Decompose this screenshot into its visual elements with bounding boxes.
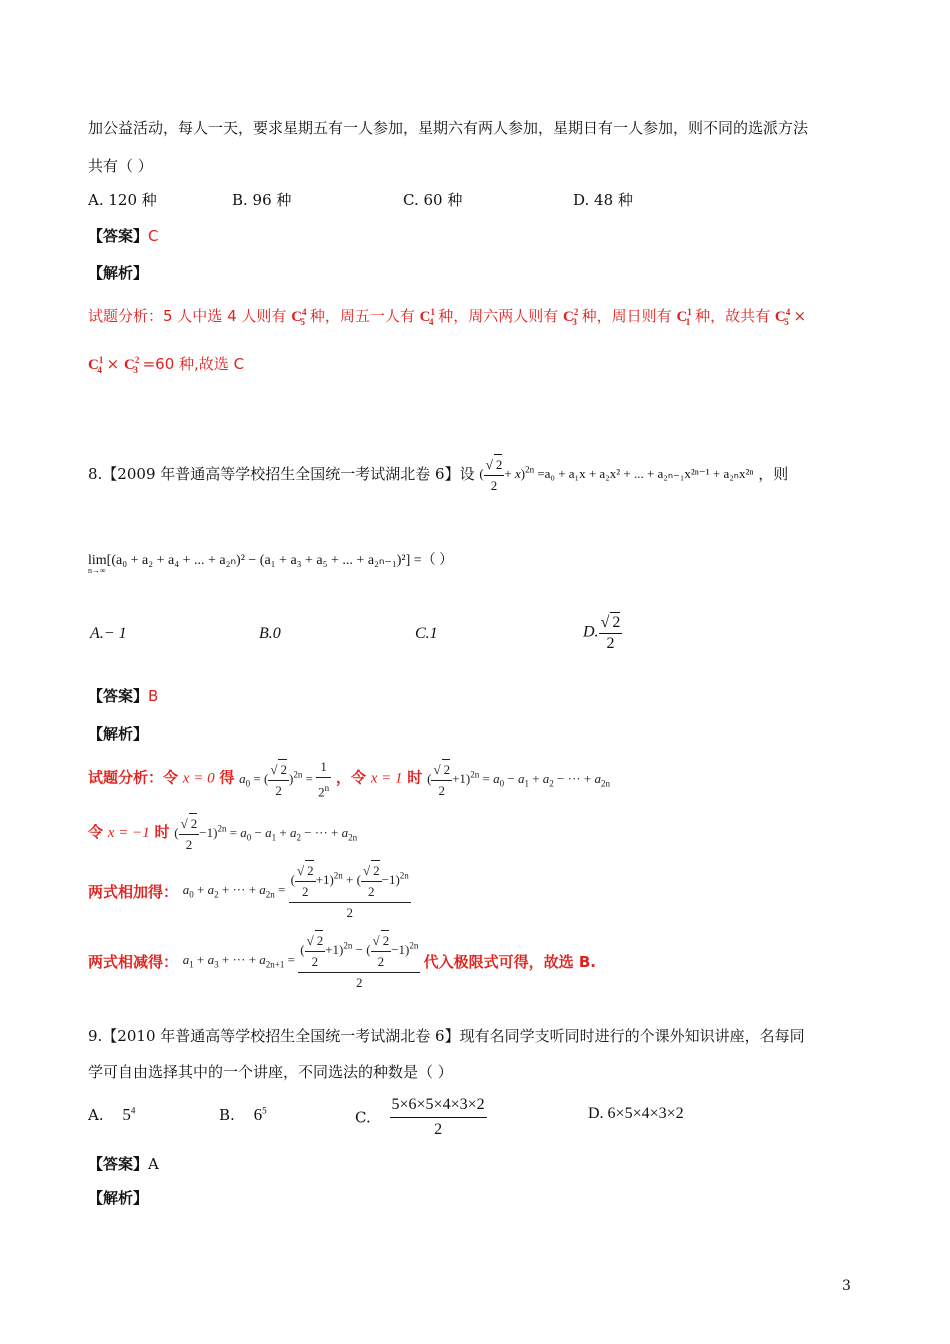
q8-limit-expression <box>88 549 453 575</box>
q9-option-b <box>219 1105 267 1125</box>
q8-s2-c: 时 <box>154 822 170 841</box>
q9-option-b-label: B. <box>219 1106 235 1124</box>
q9-option-c-num: 5×6×5×4×3×2 <box>390 1093 487 1118</box>
q7-stem-line1: 加公益活动，每人一天，要求星期五有一人参加，星期六有两人参加，星期日有一人参加，则不同的选派方法 <box>88 119 809 137</box>
q8-analysis-label: 【解析】 <box>88 725 149 743</box>
q8-option-d-frac: $\frac{√ 2}{2}$ <box>600 614 621 652</box>
q9-option-a-label: A. <box>88 1106 104 1124</box>
q8-s1-x0: x = 0 <box>182 770 215 787</box>
q9-option-a-value: $5^4$ <box>122 1105 136 1124</box>
q9-answer-value: A <box>148 1155 159 1173</box>
q8-frac-sqrt2-over-2: $\frac{√ 2}{2}$ <box>484 454 505 496</box>
q7-comb-c54-b: $C^4_5$ <box>774 307 791 327</box>
q9-stem-line2: 学可自由选择其中的一个讲座，不同选法的种数是（ ） <box>88 1063 453 1081</box>
q8-limit-sub: n→∞ <box>88 566 106 575</box>
q9-option-c-frac <box>390 1093 487 1142</box>
q8-s1-c: 得 <box>219 768 235 787</box>
q8-answer-label: 【答案】 <box>88 687 149 705</box>
q8-answer <box>88 685 158 706</box>
q8-solution-line2 <box>88 813 357 855</box>
q9-option-c-den: 2 <box>434 1121 443 1138</box>
q8-solution-line1 <box>88 757 610 802</box>
q7-option-b: B. 96 种 <box>232 191 292 209</box>
page-number: 3 <box>842 1278 851 1294</box>
q9-analysis-label: 【解析】 <box>88 1189 149 1207</box>
q8-s1-x1: x = 1 <box>370 770 403 787</box>
q8-stem-tail: ，则 <box>758 465 789 483</box>
q8-limit-expr: lim[(a₀ + a₂ + a₄ + ... + a₂ₙ)² − (a₁ + a₃ + a₅ + ... + a₂ₙ₋₁)²] =（ ） <box>88 553 454 568</box>
q7-solution-line1 <box>88 305 806 327</box>
q7-sol2-times: × <box>106 355 120 373</box>
q7-sol-text-c: 种，周六两人则有 <box>438 307 559 325</box>
q8-s3-label: 两式相加得： <box>88 883 179 901</box>
q7-answer-value: C <box>148 227 159 245</box>
q7-option-c: C. 60 种 <box>403 191 463 209</box>
q8-s3-eq: $a_0 + a_2$ + ··· + $a_{2n}$ = ( $\frac{√ 2}{2}$ +1)$^{2n}$ + ( $\frac{√ 2}{2}$ −1)$^{2n}$ 2 <box>183 882 411 897</box>
q7-sol-text-b: 种，周五一人有 <box>309 307 415 325</box>
q8-solution-line4 <box>88 930 596 993</box>
q8-s4-eq: $a_1 + a_3$ + ··· + $a_{2n+1}$ = ( $\frac{√ 2}{2}$ +1)$^{2n}$ − ( $\frac{√ 2}{2}$ −1)$^{2n}$ 2 <box>183 952 424 967</box>
q8-option-d <box>583 612 622 654</box>
q8-stem-text: 8.【2009 年普通高等学校招生全国统一考试湖北卷 6】设 <box>88 465 475 483</box>
q8-eq-rhs: =a₀ + a₁x + a₂x² + ... + a₂ₙ₋₁x²ⁿ⁻¹ + a₂ₙx²ⁿ <box>537 465 754 481</box>
q7-sol-text-e: 种，故共有 <box>695 307 771 325</box>
q7-option-a: A. 120 种 <box>88 191 157 209</box>
q8-s4-tail: 代入极限式可得，故选 B. <box>423 953 596 971</box>
q8-option-a: A.− 1 <box>90 625 127 642</box>
q9-option-c <box>355 1093 487 1142</box>
q7-sol2-result: =60 种,故选 C <box>142 355 245 373</box>
q9-option-c-label: C. <box>355 1108 371 1127</box>
q8-s1-a: 试题分析：令 <box>88 768 179 787</box>
q8-stem <box>88 454 788 496</box>
q8-s1-f: 时 <box>407 768 423 787</box>
q7-sol-text-f: × <box>793 307 807 325</box>
q7-stem-line2: 共有（ ） <box>88 157 153 175</box>
q8-solution-line3 <box>88 860 411 923</box>
q9-answer <box>88 1153 159 1174</box>
q8-option-c: C.1 <box>415 625 438 642</box>
q8-s1-eq1: $a_0$ = ( $\frac{√ 2}{2}$ )$^{2n}$ = $\frac{1}{2^n}$ <box>239 759 330 800</box>
q8-equation: ( $\frac{√ 2}{2}$ + x)$^{2n}$ =a₀ + a₁x + a₂x² + ... + a₂ₙ₋₁x²ⁿ⁻¹ + a₂ₙx²ⁿ <box>479 454 753 496</box>
q7-answer <box>88 225 159 246</box>
q7-option-d: D. 48 种 <box>573 191 633 209</box>
q8-s2-eq: ( $\frac{√ 2}{2}$ $-1)^{2n} = a_0 - a_1 + a_2$ − ··· + $a_{2n}$ <box>174 825 357 840</box>
q7-comb-c11: $C^1_1$ <box>676 307 692 327</box>
q9-stem-line1: 9.【2010 年普通高等学校招生全国统一考试湖北卷 6】现有名同学支听同时进行的个课外知识讲座，名每同 <box>88 1027 805 1045</box>
q9-option-a <box>88 1105 135 1125</box>
q7-analysis-label: 【解析】 <box>88 264 149 282</box>
q7-comb-c41-b: $C^1_4$ <box>88 355 104 375</box>
q8-option-b: B.0 <box>259 625 281 642</box>
q8-answer-value: B <box>148 687 159 705</box>
q9-option-b-value: $6^5$ <box>253 1105 267 1124</box>
q9-answer-label: 【答案】 <box>88 1155 149 1173</box>
q8-s2-a: 令 <box>88 822 104 841</box>
q7-comb-c32-b: $C^2_3$ <box>123 355 140 375</box>
q7-comb-c54: $C^4_5$ <box>291 307 307 327</box>
q7-answer-label: 【答案】 <box>88 227 149 245</box>
q9-option-d: D. 6×5×4×3×2 <box>588 1105 684 1122</box>
q7-sol-text-a: 试题分析：5 人中选 4 人则有 <box>88 307 287 325</box>
q8-s1-d: ，令 <box>335 768 366 787</box>
q8-option-d-label: D. <box>583 623 599 641</box>
q7-comb-c41: $C^1_4$ <box>419 307 435 327</box>
q7-solution-line2 <box>88 353 244 375</box>
q8-s2-xm1: x = −1 <box>107 824 150 841</box>
q8-s1-eq2: ( $\frac{√ 2}{2}$ $+1)^{2n} = a_0 - a_1 + a_2$ − ··· + $a_{2n}$ <box>427 771 610 786</box>
q8-s4-label: 两式相减得： <box>88 953 179 971</box>
q7-comb-c32: $C^2_3$ <box>563 307 579 327</box>
q7-sol-text-d: 种，周日则有 <box>581 307 672 325</box>
